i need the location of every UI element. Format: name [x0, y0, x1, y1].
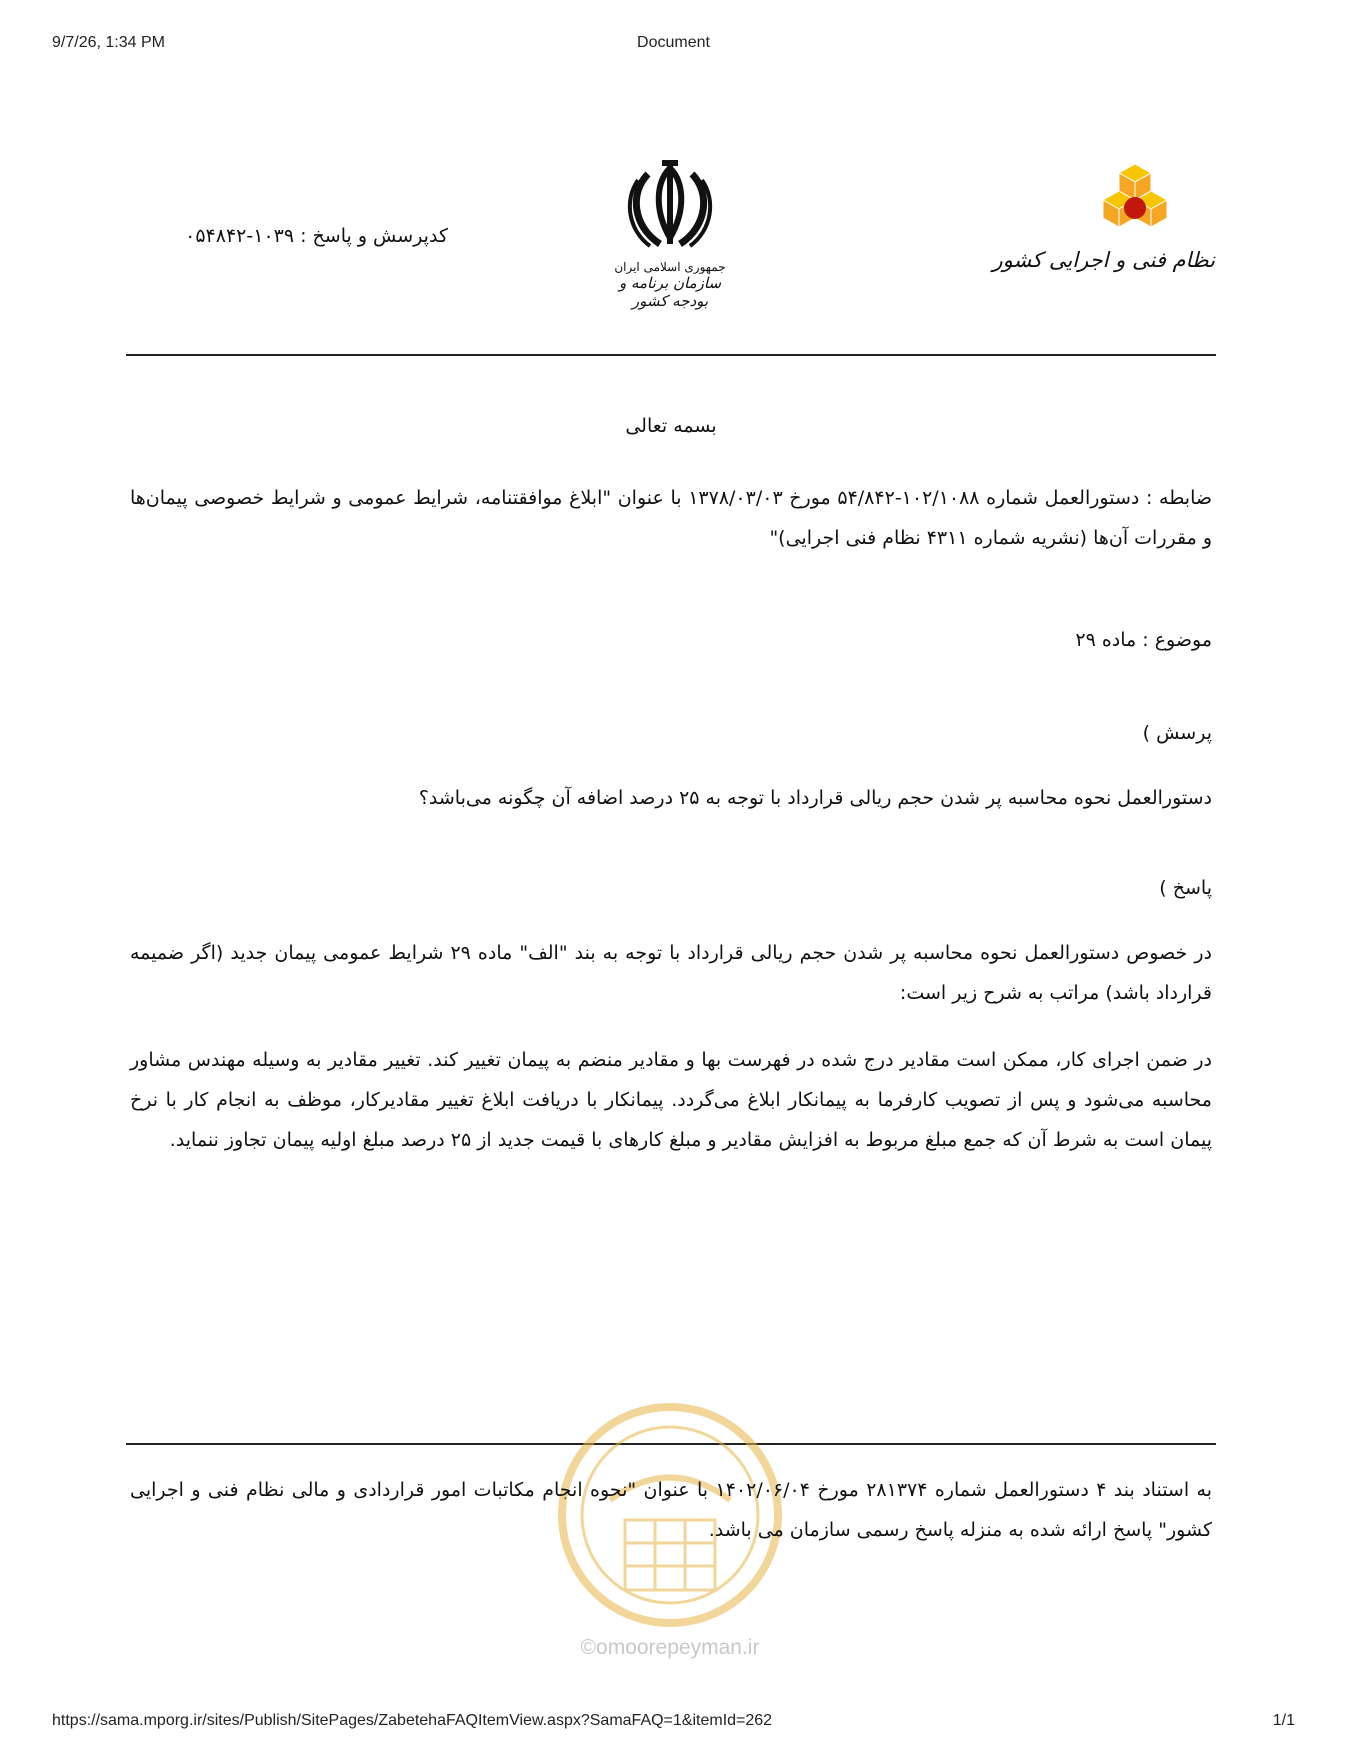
print-header	[0, 34, 1347, 56]
cubes-logo-icon	[1087, 162, 1183, 246]
footer-divider	[126, 1443, 1216, 1445]
question-label: پرسش )	[1142, 722, 1212, 744]
print-document-title: Document	[637, 34, 710, 51]
iran-emblem	[600, 160, 740, 310]
qa-code: کدپرسش و پاسخ : ۱۰۳۹-۰۵۴۸۴۲	[185, 225, 448, 247]
footnote: به استناد بند ۴ دستورالعمل شماره ۲۸۱۳۷۴ مورخ ۱۴۰۲/۰۶/۰۴ با عنوان "نحوه انجام مکاتبات امور قراردادی و مالی نظام فنی و اجرایی کشور" پاسخ ارائه شده به منزله پاسخ رسمی سازمان می باشد.	[130, 1479, 1212, 1541]
subject: موضوع : ماده ۲۹	[1075, 629, 1212, 651]
watermark-text	[480, 1636, 860, 1660]
print-footer	[0, 1712, 1347, 1734]
logo-caption: نظام فنی و اجرایی کشور	[992, 248, 1215, 272]
basmala: بسمه تعالی	[625, 415, 717, 437]
iran-emblem-icon	[620, 160, 720, 256]
header-divider	[126, 354, 1216, 356]
question-text: دستورالعمل نحوه محاسبه پر شدن حجم ریالی قرارداد با توجه به ۲۵ درصد اضافه آن چگونه می‌باشد؟	[418, 787, 1212, 809]
watermark-site: omoorepeyman.ir	[596, 1636, 760, 1659]
regulation-reference: ضابطه : دستورالعمل شماره ۱۰۲/۱۰۸۸-۵۴/۸۴۲ مورخ ۱۳۷۸/۰۳/۰۳ با عنوان "ابلاغ موافقتنامه، شرایط عمومی و شرایط خصوصی پیمان‌ها و مقررات آن‌ها (نشریه شماره ۴۳۱۱ نظام فنی اجرایی)"	[130, 487, 1212, 549]
answer-paragraph-2: در ضمن اجرای کار، ممکن است مقادیر درج شده در فهرست بها و مقادیر منضم به پیمان تغییر کند. تغییر مقادیر به وسیله مهندس مشاور محاسبه می‌شود و پس از تصویب کارفرما به پیمانکار ابلاغ می‌گردد. پیمانکار با دریافت ابلاغ تغییر مقادیرکار، موظف به انجام کار با نرخ پیمان است به شرط آن که جمع مبلغ مربوط به افزایش مقادیر و مبلغ کارهای با قیمت جدید از ۲۵ درصد مبلغ اولیه پیمان تجاوز ننماید.	[130, 1049, 1212, 1151]
emblem-caption-1: جمهوری اسلامی ایران	[614, 260, 726, 274]
watermark-copyright-icon: ©	[580, 1636, 597, 1659]
print-datetime: 9/7/26, 1:34 PM	[52, 34, 165, 51]
emblem-caption-2: سازمان برنامه و بودجه کشور	[618, 274, 722, 310]
print-page-number: 1/1	[1272, 1712, 1295, 1729]
answer-paragraph-1: در خصوص دستورالعمل نحوه محاسبه پر شدن حجم ریالی قرارداد با توجه به بند "الف" ماده ۲۹ شرایط عمومی پیمان جدید (اگر ضمیمه قرارداد باشد) مراتب به شرح زیر است:	[130, 942, 1212, 1004]
letterhead	[0, 150, 1347, 330]
answer-label: پاسخ )	[1159, 877, 1212, 899]
print-url: https://sama.mporg.ir/sites/Publish/SitePages/ZabetehaFAQItemView.aspx?SamaFAQ=1&itemId=262	[52, 1712, 773, 1729]
technical-system-logo	[992, 162, 1215, 272]
